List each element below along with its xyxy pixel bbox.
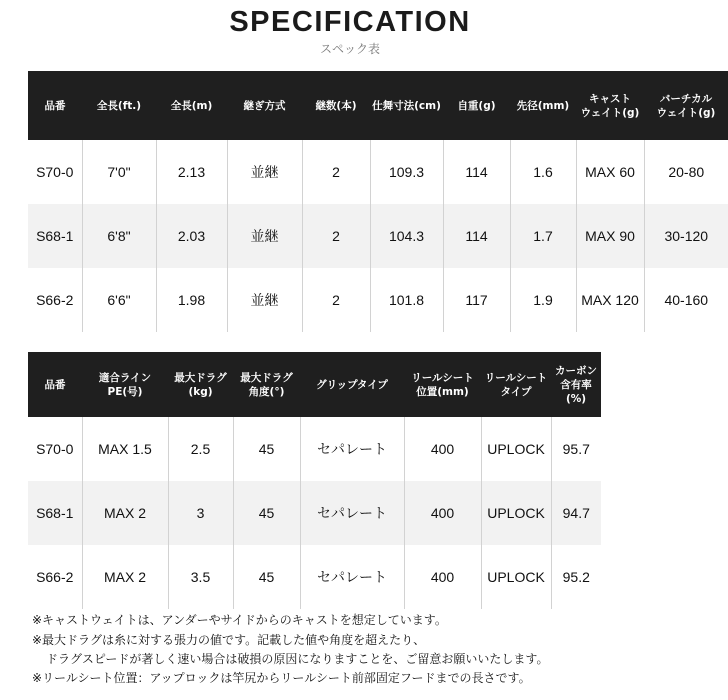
- table-cell: 101.8: [370, 268, 443, 332]
- table-cell: 95.7: [551, 417, 601, 481]
- column-header-line: (kg): [188, 385, 213, 398]
- table-row: [28, 417, 601, 481]
- table-cell: 95.2: [551, 545, 601, 609]
- column-header-line: キャスト: [589, 92, 631, 105]
- table-cell: 1.98: [156, 268, 227, 332]
- model-cell: S66-2: [28, 545, 82, 609]
- table-cell: セパレート: [300, 481, 404, 545]
- table-cell: MAX 2: [82, 481, 168, 545]
- column-header-line: 継数(本): [315, 99, 357, 112]
- model-cell: S70-0: [28, 140, 82, 204]
- table-cell: 30-120: [644, 204, 728, 268]
- table-cell: 40-160: [644, 268, 728, 332]
- table-cell: セパレート: [300, 417, 404, 481]
- table-cell: セパレート: [300, 545, 404, 609]
- column-header-line: 位置(mm): [416, 385, 469, 398]
- table-cell: MAX 120: [576, 268, 644, 332]
- column-header-line: 含有率: [560, 378, 592, 391]
- table-cell: 20-80: [644, 140, 728, 204]
- column-header-line: 角度(°): [248, 385, 285, 398]
- column-header: [82, 352, 168, 417]
- column-header: [227, 71, 302, 140]
- table-cell: 109.3: [370, 140, 443, 204]
- table-cell: 2.03: [156, 204, 227, 268]
- column-header-line: 仕舞寸法(cm): [372, 99, 441, 112]
- model-cell: S66-2: [28, 268, 82, 332]
- table-cell: 3: [168, 481, 233, 545]
- page-subtitle: スペック表: [319, 42, 380, 56]
- column-header: [644, 71, 728, 140]
- column-header: [28, 352, 82, 417]
- column-header-line: 自重(g): [457, 99, 496, 112]
- column-header: [156, 71, 227, 140]
- table-cell: 2.5: [168, 417, 233, 481]
- table-row: [28, 140, 728, 204]
- note-max-drag: ※最大ドラグは糸に対する張力の値です。記載した値や角度を超えたり、: [32, 633, 426, 647]
- model-cell: S70-0: [28, 417, 82, 481]
- column-header-line: 適合ライン: [98, 371, 152, 384]
- note-max-drag-continued: ドラグスピードが著しく速い場合は破損の原因になりますことを、ご留意お願いいたします。: [46, 652, 549, 666]
- table-cell: 並継: [227, 268, 302, 332]
- table-cell: 1.6: [510, 140, 576, 204]
- column-header: [551, 352, 601, 417]
- column-header-line: 全長(m): [170, 99, 213, 112]
- column-header-line: リールシート: [484, 371, 548, 384]
- table-cell: MAX 1.5: [82, 417, 168, 481]
- column-header: [443, 71, 510, 140]
- column-header: [82, 71, 156, 140]
- table-cell: 104.3: [370, 204, 443, 268]
- column-header-line: 最大ドラグ: [174, 371, 227, 384]
- model-cell: S68-1: [28, 204, 82, 268]
- column-header-line: (%): [565, 392, 587, 405]
- table-cell: 2: [302, 268, 370, 332]
- table-cell: 6'8": [82, 204, 156, 268]
- table-cell: 2: [302, 204, 370, 268]
- table-cell: 400: [404, 481, 481, 545]
- table-cell: 114: [443, 204, 510, 268]
- column-header: [233, 352, 300, 417]
- model-cell: S68-1: [28, 481, 82, 545]
- column-header-line: ウェイト(g): [580, 106, 640, 119]
- table-cell: 3.5: [168, 545, 233, 609]
- table-cell: 94.7: [551, 481, 601, 545]
- table-header-row: [28, 352, 601, 417]
- table-cell: 並継: [227, 204, 302, 268]
- spec-table-2: [28, 352, 601, 609]
- column-header: [576, 71, 644, 140]
- column-header: [370, 71, 443, 140]
- column-header-line: グリップタイプ: [316, 378, 388, 391]
- table-cell: MAX 2: [82, 545, 168, 609]
- table-row: [28, 204, 728, 268]
- column-header-line: ウェイト(g): [656, 106, 716, 119]
- table-cell: 2: [302, 140, 370, 204]
- column-header-line: 最大ドラグ: [240, 371, 293, 384]
- table-row: [28, 481, 601, 545]
- column-header: [404, 352, 481, 417]
- note-cast-weight: ※キャストウェイトは、アンダーやサイドからのキャストを想定しています。: [32, 613, 447, 627]
- table-cell: MAX 60: [576, 140, 644, 204]
- table-cell: 7'0": [82, 140, 156, 204]
- table-cell: 1.9: [510, 268, 576, 332]
- table-cell: 2.13: [156, 140, 227, 204]
- table-cell: 400: [404, 545, 481, 609]
- table-cell: MAX 90: [576, 204, 644, 268]
- column-header-line: 先径(mm): [516, 99, 570, 112]
- table-cell: UPLOCK: [481, 545, 551, 609]
- column-header: [28, 71, 82, 140]
- table-cell: 117: [443, 268, 510, 332]
- table-cell: 並継: [227, 140, 302, 204]
- column-header: [300, 352, 404, 417]
- column-header: [302, 71, 370, 140]
- column-header-line: PE(号): [107, 385, 143, 398]
- column-header-line: 継ぎ方式: [243, 99, 286, 112]
- table-cell: 45: [233, 481, 300, 545]
- column-header-line: リールシート: [411, 371, 474, 384]
- note-reel-seat: ※リールシート位置：アップロックは竿尻からリールシート前部固定フードまでの長さです。: [32, 671, 531, 685]
- table-cell: UPLOCK: [481, 481, 551, 545]
- column-header: [510, 71, 576, 140]
- table-row: [28, 545, 601, 609]
- table-row: [28, 268, 728, 332]
- column-header-line: バーチカル: [659, 92, 713, 105]
- column-header-line: タイプ: [500, 385, 532, 398]
- table-cell: 400: [404, 417, 481, 481]
- table-cell: 45: [233, 545, 300, 609]
- column-header-line: 品番: [44, 378, 66, 391]
- column-header: [168, 352, 233, 417]
- spec-table-1: [28, 71, 728, 332]
- column-header-line: 全長(ft.): [96, 99, 142, 112]
- column-header-line: 品番: [44, 99, 66, 112]
- table-cell: UPLOCK: [481, 417, 551, 481]
- column-header-line: カーボン: [555, 364, 597, 377]
- table-cell: 6'6": [82, 268, 156, 332]
- column-header: [481, 352, 551, 417]
- table-cell: 114: [443, 140, 510, 204]
- table-header-row: [28, 71, 728, 140]
- table-cell: 45: [233, 417, 300, 481]
- page-title: SPECIFICATION: [229, 6, 471, 38]
- table-cell: 1.7: [510, 204, 576, 268]
